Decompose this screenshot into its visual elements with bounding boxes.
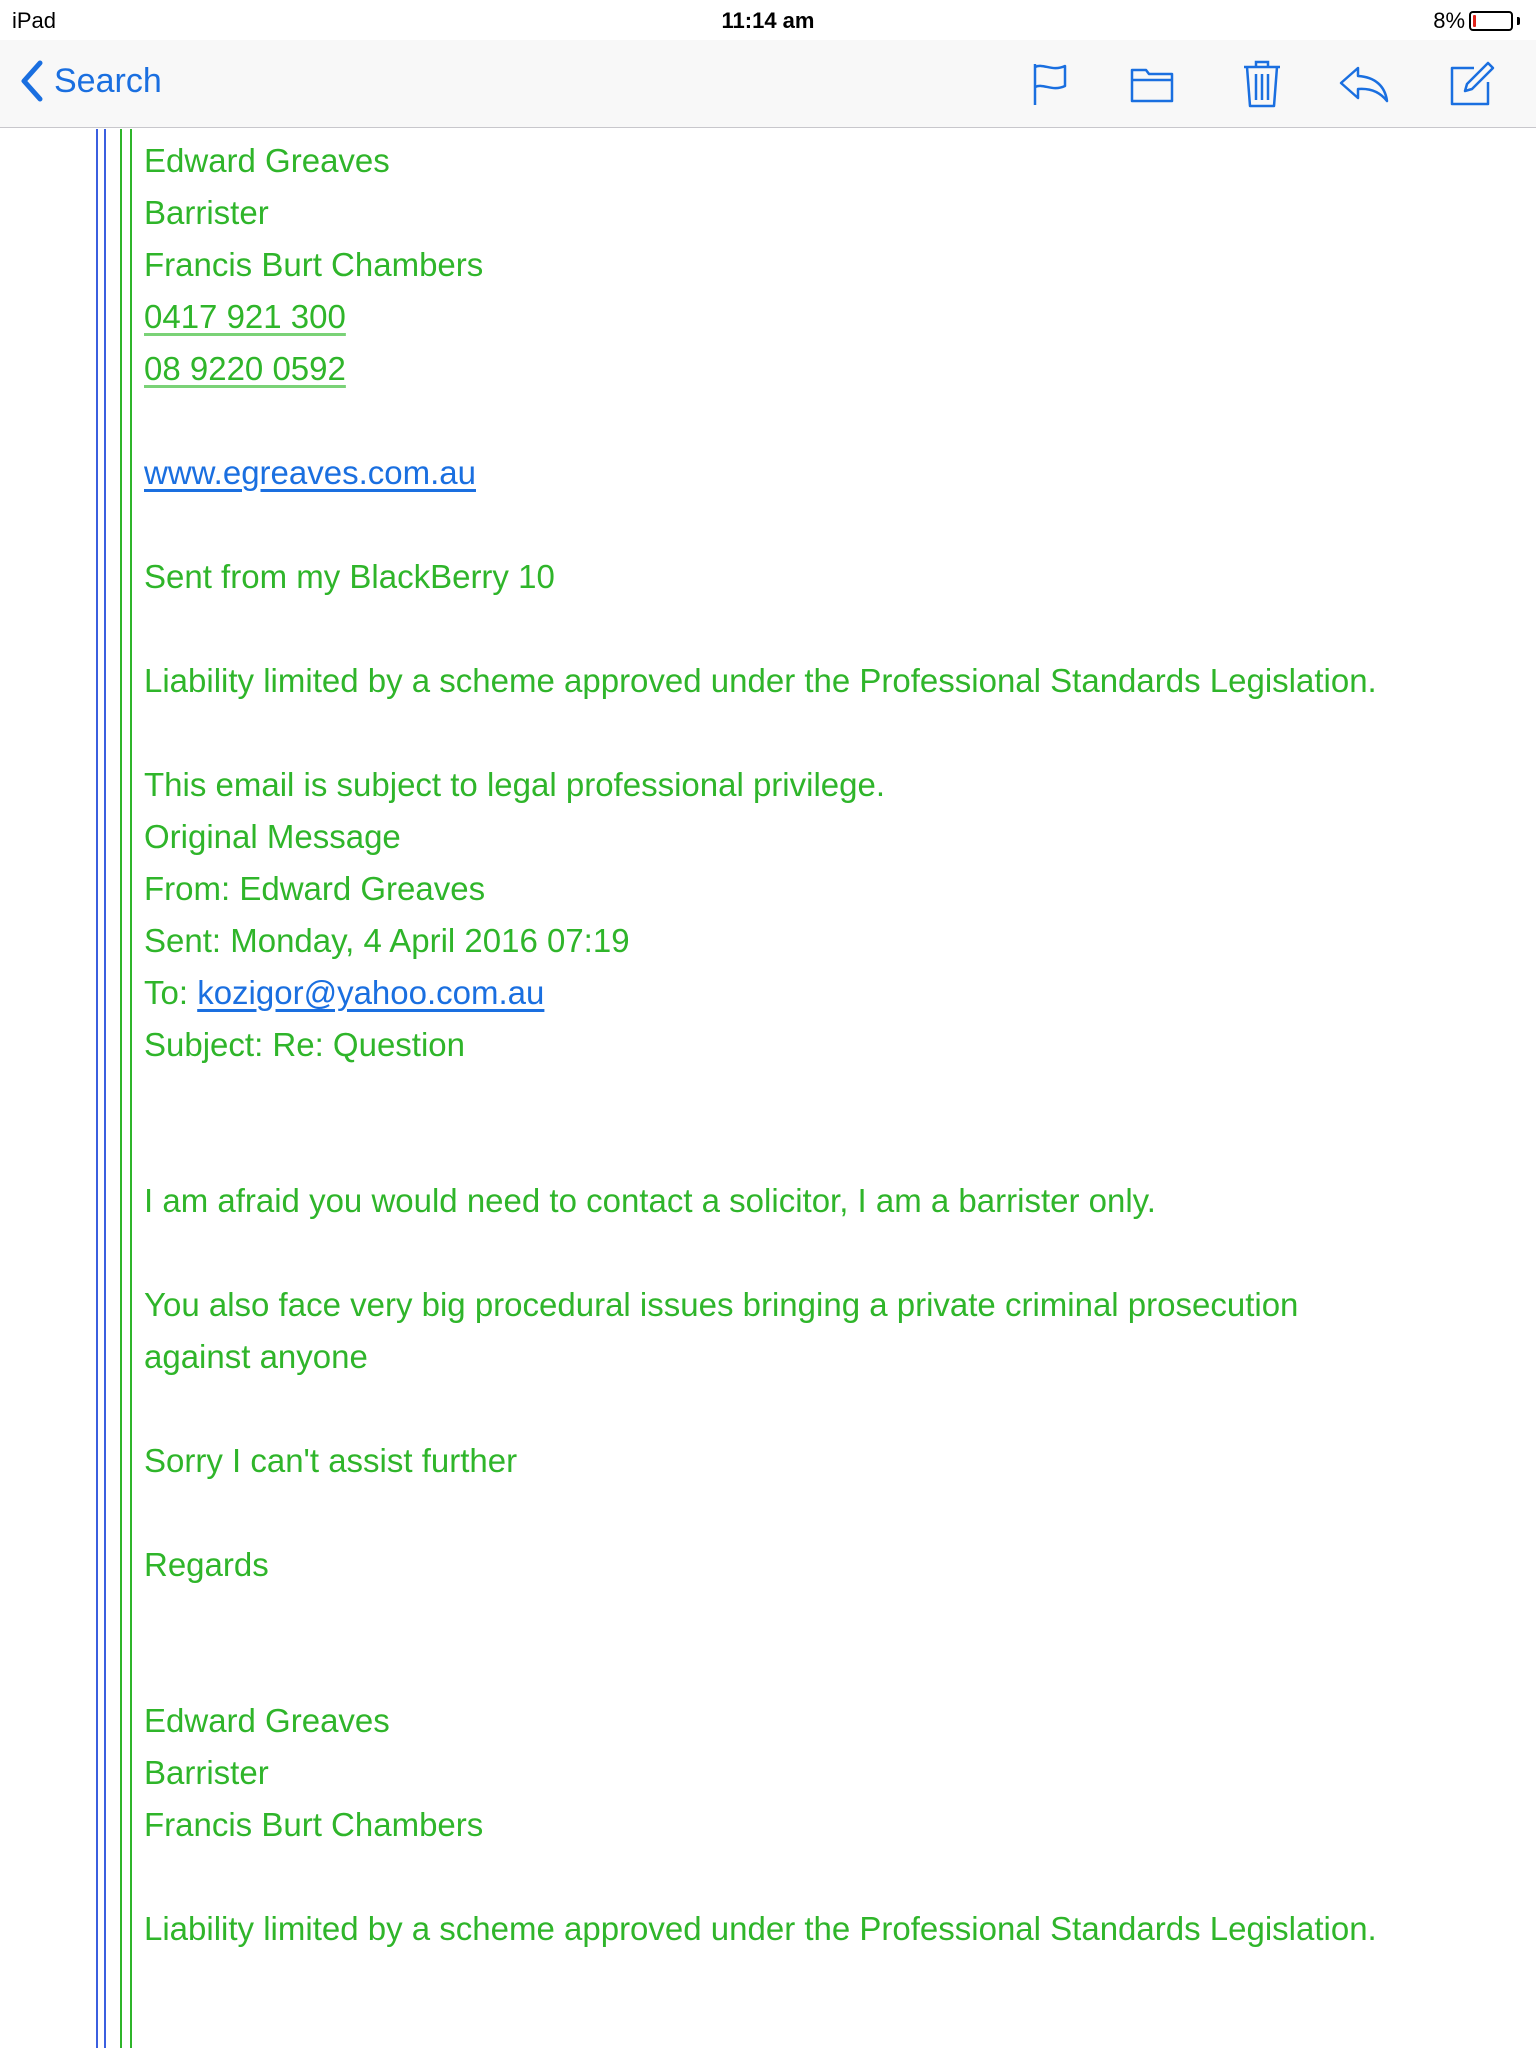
quote-bar <box>104 129 106 2048</box>
message-paragraph: I am afraid you would need to contact a solicitor, I am a barrister only. <box>144 1182 1156 1219</box>
original-subject: Subject: Re: Question <box>144 1026 466 1063</box>
chevron-left-icon <box>20 60 44 102</box>
battery-icon <box>1469 11 1513 31</box>
quoted-message <box>144 135 1504 1955</box>
signature-chambers: Francis Burt Chambers <box>144 246 484 283</box>
flag-icon <box>1030 61 1070 107</box>
sent-from-text: Sent from my BlackBerry 10 <box>144 558 555 595</box>
message-paragraph: You also face very big procedural issues bringing a private criminal prosecution <box>144 1286 1299 1323</box>
flag-button[interactable] <box>1022 56 1078 112</box>
liability-disclaimer: Liability limited by a scheme approved under the Professional Standards Legislation. <box>144 1910 1377 1947</box>
original-sent: Sent: Monday, 4 April 2016 07:19 <box>144 922 630 959</box>
phone-office-link[interactable]: 08 9220 0592 <box>144 350 346 387</box>
signature-name: Edward Greaves <box>144 142 390 179</box>
privilege-notice: This email is subject to legal professional privilege. <box>144 766 886 803</box>
compose-button[interactable] <box>1444 56 1500 112</box>
quote-bar <box>120 129 122 2048</box>
original-to <box>144 967 1504 1019</box>
move-to-folder-button[interactable] <box>1124 56 1180 112</box>
quote-bar <box>130 129 132 2048</box>
signature-title: Barrister <box>144 1754 269 1791</box>
trash-icon <box>1242 59 1282 109</box>
phone-mobile-link[interactable]: 0417 921 300 <box>144 298 346 335</box>
folder-icon <box>1129 64 1175 104</box>
device-name: iPad <box>12 8 57 33</box>
battery-percent: 8% <box>1433 8 1465 33</box>
battery-tip <box>1517 17 1520 25</box>
status-bar <box>0 0 1536 40</box>
to-prefix: To: <box>144 974 198 1011</box>
signature-title: Barrister <box>144 194 269 231</box>
signature-name: Edward Greaves <box>144 1702 390 1739</box>
liability-disclaimer: Liability limited by a scheme approved under the Professional Standards Legislation. <box>144 662 1377 699</box>
message-paragraph: Sorry I can't assist further <box>144 1442 518 1479</box>
original-from: From: Edward Greaves <box>144 870 486 907</box>
back-label: Search <box>54 61 162 100</box>
original-message-header: Original Message <box>144 818 401 855</box>
website-link[interactable]: www.egreaves.com.au <box>144 454 476 491</box>
signature-chambers: Francis Burt Chambers <box>144 1806 484 1843</box>
navigation-bar <box>0 40 1536 128</box>
compose-icon <box>1448 60 1496 108</box>
recipient-email-link[interactable]: kozigor@yahoo.com.au <box>197 974 545 1011</box>
reply-icon <box>1338 64 1390 104</box>
trash-button[interactable] <box>1234 56 1290 112</box>
reply-button[interactable] <box>1336 56 1392 112</box>
email-body[interactable] <box>0 129 1536 2048</box>
battery-level <box>1473 15 1476 27</box>
closing: Regards <box>144 1546 269 1583</box>
quote-bar <box>96 129 98 2048</box>
message-paragraph-continued: against anyone <box>144 1338 368 1375</box>
back-button[interactable] <box>20 60 162 102</box>
battery-indicator <box>1433 8 1520 34</box>
clock: 11:14 am <box>721 8 815 33</box>
